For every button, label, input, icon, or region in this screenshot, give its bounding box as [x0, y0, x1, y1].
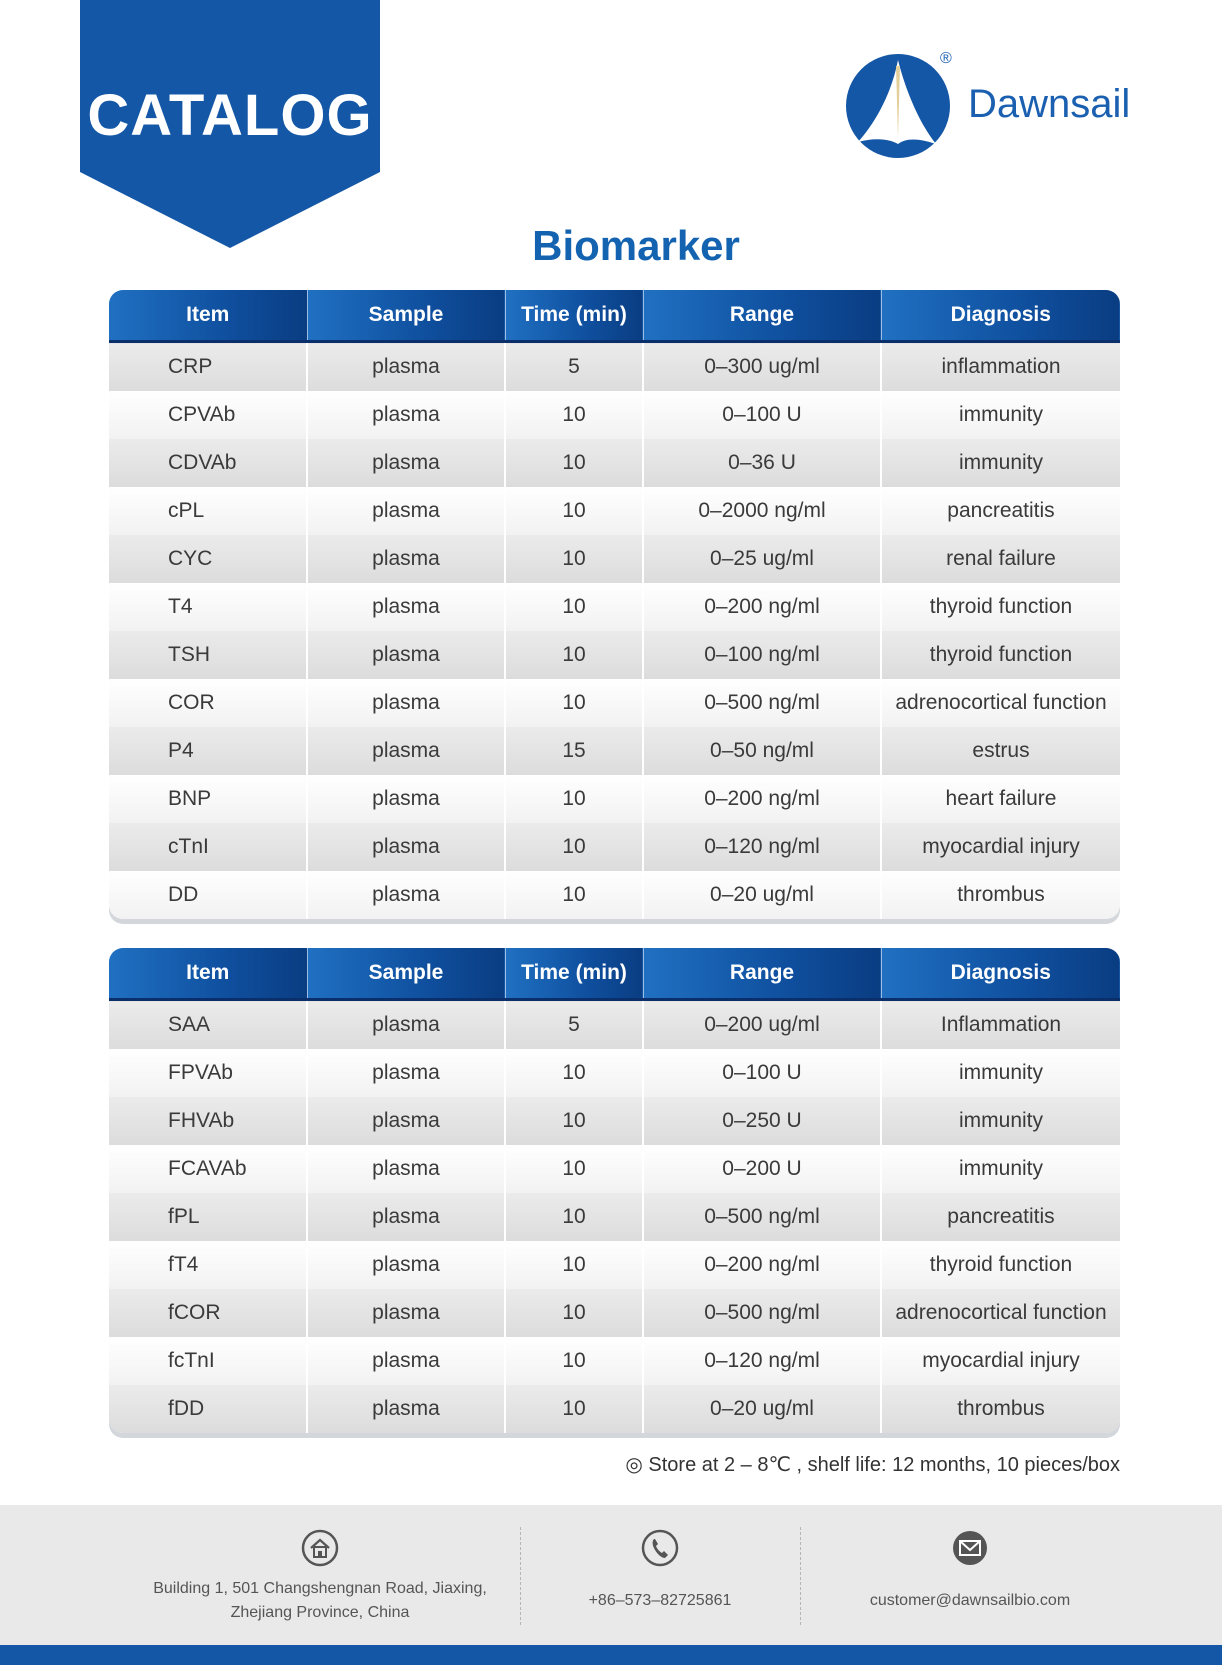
cell-sample: plasma: [307, 342, 505, 392]
cell-range: 0–120 ng/ml: [643, 823, 881, 871]
cell-item: cTnI: [109, 823, 307, 871]
cell-item: CPVAb: [109, 391, 307, 439]
table-row: [109, 1289, 1120, 1337]
cell-time: 5: [505, 1000, 643, 1050]
cell-sample: plasma: [307, 487, 505, 535]
cell-sample: plasma: [307, 1241, 505, 1289]
cell-range: 0–500 ng/ml: [643, 679, 881, 727]
cell-item: FPVAb: [109, 1049, 307, 1097]
cell-diagnosis: adrenocortical function: [881, 1289, 1120, 1337]
cell-diagnosis: immunity: [881, 1097, 1120, 1145]
cell-time: 10: [505, 1241, 643, 1289]
cell-diagnosis: thrombus: [881, 1385, 1120, 1433]
cell-range: 0–2000 ng/ml: [643, 487, 881, 535]
cell-diagnosis: thyroid function: [881, 1241, 1120, 1289]
cell-sample: plasma: [307, 727, 505, 775]
cell-time: 10: [505, 1337, 643, 1385]
phone-number[interactable]: +86–573–82725861: [588, 1592, 732, 1609]
biomarker-table-canine: [109, 290, 1120, 919]
cell-range: 0–200 ug/ml: [643, 1000, 881, 1050]
cell-range: 0–200 ng/ml: [643, 775, 881, 823]
cell-time: 10: [505, 631, 643, 679]
cell-diagnosis: estrus: [881, 727, 1120, 775]
cell-item: FCAVAb: [109, 1145, 307, 1193]
table-row: [109, 1385, 1120, 1433]
home-icon: [300, 1528, 340, 1568]
cell-diagnosis: heart failure: [881, 775, 1120, 823]
cell-sample: plasma: [307, 1385, 505, 1433]
cell-item: fPL: [109, 1193, 307, 1241]
header-sample: Sample: [307, 948, 505, 1000]
cell-time: 10: [505, 823, 643, 871]
phone-icon: [640, 1528, 680, 1568]
header-range: Range: [643, 948, 881, 1000]
cell-range: 0–200 ng/ml: [643, 583, 881, 631]
cell-time: 10: [505, 439, 643, 487]
header-time: Time (min): [505, 290, 643, 342]
header-diagnosis: Diagnosis: [881, 290, 1120, 342]
cell-diagnosis: myocardial injury: [881, 1337, 1120, 1385]
address-line-1: Building 1, 501 Changshengnan Road, Jiaxing,: [153, 1580, 487, 1597]
cell-item: SAA: [109, 1000, 307, 1050]
cell-range: 0–250 U: [643, 1097, 881, 1145]
table-row: [109, 342, 1120, 392]
cell-time: 10: [505, 871, 643, 919]
table-row: [109, 1337, 1120, 1385]
cell-sample: plasma: [307, 1145, 505, 1193]
footer-bar: [0, 1645, 1222, 1665]
header-item: Item: [109, 948, 307, 1000]
cell-time: 10: [505, 1049, 643, 1097]
cell-item: T4: [109, 583, 307, 631]
cell-range: 0–300 ug/ml: [643, 342, 881, 392]
cell-item: FHVAb: [109, 1097, 307, 1145]
table-row: [109, 439, 1120, 487]
cell-diagnosis: immunity: [881, 1049, 1120, 1097]
cell-diagnosis: myocardial injury: [881, 823, 1120, 871]
cell-item: DD: [109, 871, 307, 919]
cell-time: 10: [505, 1097, 643, 1145]
cell-item: CRP: [109, 342, 307, 392]
cell-sample: plasma: [307, 871, 505, 919]
brand-name: Dawnsail: [968, 82, 1131, 126]
header-sample: Sample: [307, 290, 505, 342]
cell-diagnosis: immunity: [881, 1145, 1120, 1193]
header-range: Range: [643, 290, 881, 342]
catalog-banner: [80, 0, 380, 250]
cell-item: COR: [109, 679, 307, 727]
cell-range: 0–100 U: [643, 391, 881, 439]
table-row: [109, 679, 1120, 727]
cell-range: 0–20 ug/ml: [643, 871, 881, 919]
cell-item: CYC: [109, 535, 307, 583]
header-item: Item: [109, 290, 307, 342]
table-row: [109, 583, 1120, 631]
table-row: [109, 535, 1120, 583]
cell-item: cPL: [109, 487, 307, 535]
table-row: [109, 1049, 1120, 1097]
cell-item: fDD: [109, 1385, 307, 1433]
cell-time: 10: [505, 487, 643, 535]
cell-time: 10: [505, 583, 643, 631]
cell-range: 0–120 ng/ml: [643, 1337, 881, 1385]
sail-logo-icon: [846, 52, 956, 162]
cell-diagnosis: thyroid function: [881, 631, 1120, 679]
table-row: [109, 1145, 1120, 1193]
email-address[interactable]: customer@dawnsailbio.com: [869, 1592, 1071, 1609]
cell-diagnosis: thrombus: [881, 871, 1120, 919]
footer-address: [120, 1505, 520, 1645]
cell-range: 0–500 ng/ml: [643, 1193, 881, 1241]
cell-time: 10: [505, 775, 643, 823]
cell-item: BNP: [109, 775, 307, 823]
cell-diagnosis: pancreatitis: [881, 1193, 1120, 1241]
biomarker-table-feline: [109, 948, 1120, 1433]
storage-note: ◎ Store at 2 – 8℃ , shelf life: 12 months, 10 pieces/box: [625, 1454, 1120, 1476]
cell-diagnosis: thyroid function: [881, 583, 1120, 631]
cell-diagnosis: inflammation: [881, 342, 1120, 392]
table-row: [109, 775, 1120, 823]
cell-sample: plasma: [307, 631, 505, 679]
table-row: [109, 631, 1120, 679]
table-row: [109, 391, 1120, 439]
cell-sample: plasma: [307, 535, 505, 583]
table-row: [109, 487, 1120, 535]
table-row: [109, 1193, 1120, 1241]
cell-range: 0–36 U: [643, 439, 881, 487]
cell-diagnosis: pancreatitis: [881, 487, 1120, 535]
cell-range: 0–200 U: [643, 1145, 881, 1193]
table-row: [109, 1241, 1120, 1289]
cell-sample: plasma: [307, 391, 505, 439]
banner-title: CATALOG: [87, 83, 373, 148]
cell-time: 10: [505, 535, 643, 583]
address-line-2: Zhejiang Province, China: [230, 1604, 410, 1621]
registered-mark: ®: [940, 50, 952, 67]
cell-item: fCOR: [109, 1289, 307, 1337]
cell-diagnosis: adrenocortical function: [881, 679, 1120, 727]
page-title: Biomarker: [532, 222, 740, 269]
cell-sample: plasma: [307, 1000, 505, 1050]
cell-range: 0–100 ng/ml: [643, 631, 881, 679]
mail-icon: [950, 1528, 990, 1568]
cell-diagnosis: Inflammation: [881, 1000, 1120, 1050]
footer-email: [800, 1505, 1140, 1645]
cell-item: fT4: [109, 1241, 307, 1289]
cell-item: P4: [109, 727, 307, 775]
table-row: [109, 1000, 1120, 1050]
cell-diagnosis: immunity: [881, 391, 1120, 439]
cell-sample: plasma: [307, 1097, 505, 1145]
footer-phone: [520, 1505, 800, 1645]
cell-sample: plasma: [307, 679, 505, 727]
cell-time: 10: [505, 1385, 643, 1433]
cell-sample: plasma: [307, 1049, 505, 1097]
header-diagnosis: Diagnosis: [881, 948, 1120, 1000]
footer: [0, 1505, 1222, 1645]
table-row: [109, 871, 1120, 919]
cell-diagnosis: immunity: [881, 439, 1120, 487]
table-row: [109, 823, 1120, 871]
cell-time: 10: [505, 391, 643, 439]
cell-time: 5: [505, 342, 643, 392]
cell-sample: plasma: [307, 823, 505, 871]
cell-sample: plasma: [307, 1337, 505, 1385]
cell-sample: plasma: [307, 583, 505, 631]
cell-range: 0–25 ug/ml: [643, 535, 881, 583]
header-time: Time (min): [505, 948, 643, 1000]
cell-sample: plasma: [307, 439, 505, 487]
cell-range: 0–500 ng/ml: [643, 1289, 881, 1337]
cell-item: CDVAb: [109, 439, 307, 487]
cell-time: 10: [505, 679, 643, 727]
cell-sample: plasma: [307, 775, 505, 823]
cell-item: TSH: [109, 631, 307, 679]
cell-range: 0–200 ng/ml: [643, 1241, 881, 1289]
cell-range: 0–100 U: [643, 1049, 881, 1097]
cell-range: 0–50 ng/ml: [643, 727, 881, 775]
cell-sample: plasma: [307, 1289, 505, 1337]
table-header-row: [109, 948, 1120, 1000]
brand-logo: [846, 50, 1146, 160]
cell-time: 10: [505, 1193, 643, 1241]
cell-time: 15: [505, 727, 643, 775]
table-row: [109, 727, 1120, 775]
cell-time: 10: [505, 1145, 643, 1193]
cell-range: 0–20 ug/ml: [643, 1385, 881, 1433]
cell-diagnosis: renal failure: [881, 535, 1120, 583]
cell-sample: plasma: [307, 1193, 505, 1241]
table-row: [109, 1097, 1120, 1145]
table-header-row: [109, 290, 1120, 342]
cell-item: fcTnI: [109, 1337, 307, 1385]
cell-time: 10: [505, 1289, 643, 1337]
